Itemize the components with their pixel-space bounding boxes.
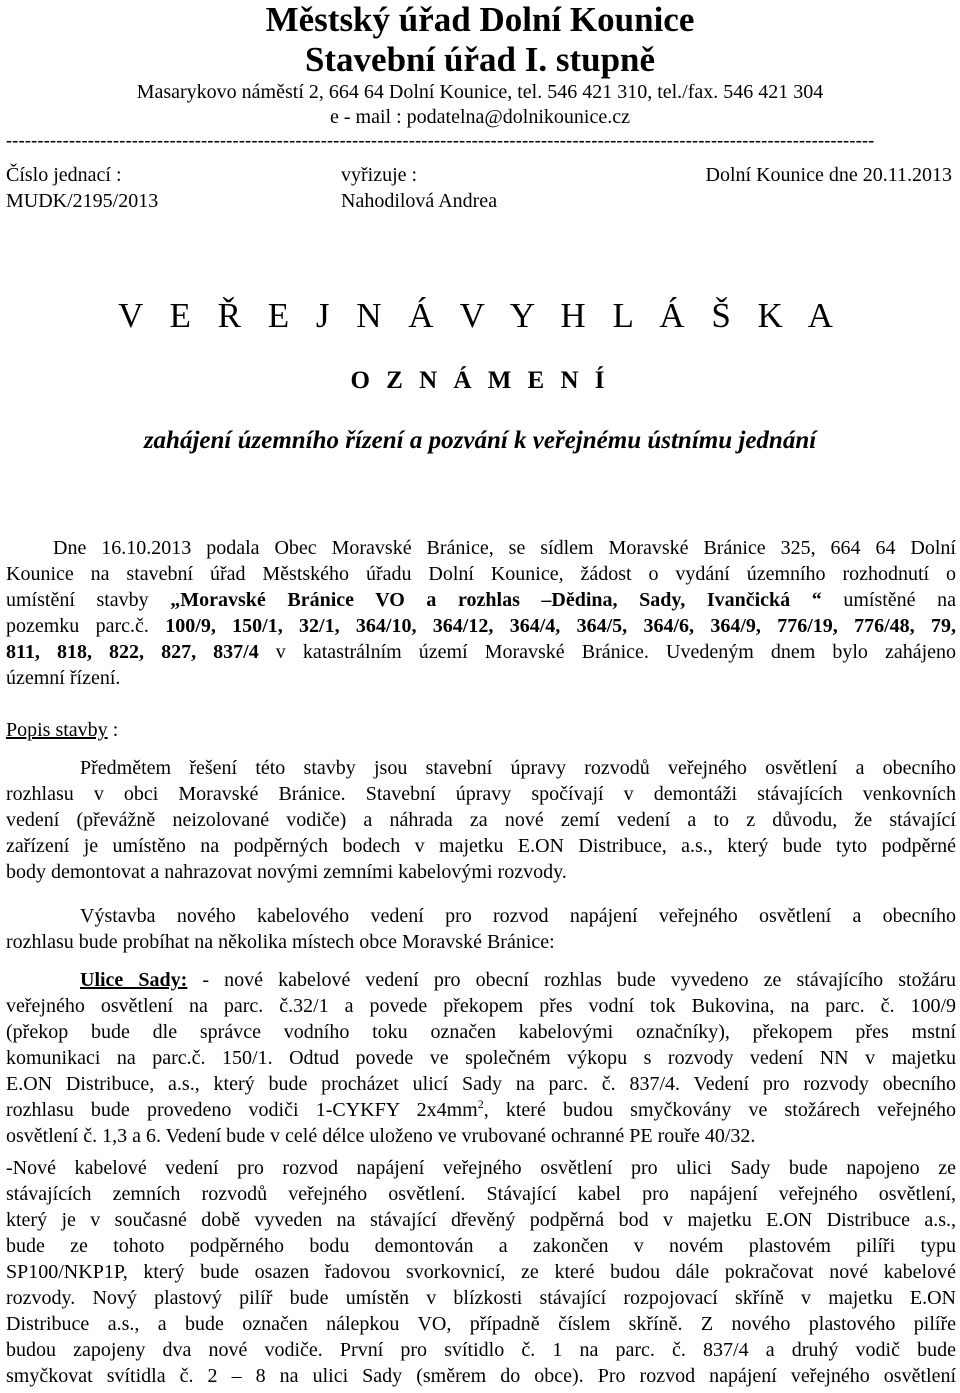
paragraph-line: body demontovat a nahrazovat novými zemními kabelovými rozvody. — [6, 861, 567, 883]
paragraph-line: stávajících zemních rozvodů veřejného osvětlení. Stávající kabel pro napájení veřejného osvětlení, — [6, 1183, 956, 1205]
paragraph-line: Distribuce a.s., a bude označen nálepkou VO, případně číslem skříně. Z nového plastového pilíře — [6, 1313, 956, 1335]
project-name: „Moravské Bránice VO a rozhlas –Dědina, Sady, Ivančická “ — [170, 589, 822, 611]
street-label: Ulice Sady: — [80, 969, 188, 991]
handler-name: Nahodilová Andrea — [341, 190, 498, 212]
notice-subtitle: O Z N Á M E N Í — [350, 367, 610, 394]
paragraph-line: komunikaci na parc.č. 150/1. Odtud povede ve společném výkopu s rozvody vedení NN v majetku — [6, 1047, 956, 1069]
intro-line: Kounice na stavební úřad Městského úřadu Dolní Kounice, žádost o vydání územního rozhodnutí o — [6, 563, 956, 585]
paragraph-line: rozhlasu v obci Moravské Bránice. Stavební úpravy spočívají v demontáži stávajících venkovních — [6, 783, 956, 805]
office-title: Městský úřad Dolní Kounice — [265, 0, 695, 39]
paragraph-line: rozvody. Nový plastový pilíř bude umístěn v blízkosti stávající rozpojovací skříně v majetku E.ON — [6, 1287, 956, 1309]
description-paragraph-1 — [6, 755, 956, 885]
popis-heading: Popis stavby : — [6, 719, 119, 741]
intro-line: 811, 818, 822, 827, 837/4 v katastrálním území Moravské Bránice. Uvedeným dnem bylo zahájeno — [6, 641, 957, 663]
paragraph-line: budou zapojeny dva nové vodiče. První pro svítidlo č. 1 na parc. č. 837/4 a druhý vodič bude — [6, 1339, 956, 1361]
office-email: e - mail : podatelna@dolnikounice.cz — [330, 106, 630, 128]
paragraph-line: zařízení je umístěno na podpěrných bodech v majetku E.ON Distribuce, a.s., který bude tyto podpěrné — [6, 835, 956, 857]
intro-line: Dne 16.10.2013 podala Obec Moravské Bránice, se sídlem Moravské Bránice 325, 664 64 Dolní — [53, 537, 956, 559]
paragraph-line: který je v současné době vyveden na stávající dřevěný podpěrná bod v majetku E.ON Distribuce a.s., — [6, 1209, 956, 1231]
paragraph-line: SP100/NKP1P, který bude osazen řadovou svorkovnicí, ze které budou dále pokračovat nové kabelové — [6, 1261, 956, 1283]
handler-label: vyřizuje : — [341, 164, 418, 186]
paragraph-line: Předmětem řešení této stavby jsou stavební úpravy rozvodů veřejného osvětlení a obecního — [80, 757, 956, 779]
place-date: Dolní Kounice dne 20.11.2013 — [705, 164, 952, 186]
intro-paragraph — [6, 535, 956, 691]
reference-label: Číslo jednací : — [6, 164, 122, 186]
paragraph-line: smyčkovat svítidla č. 2 – 8 na ulici Sady (směrem do obce). Pro rozvod napájení veřejného osvětlení — [6, 1365, 956, 1387]
reference-number: MUDK/2195/2013 — [6, 190, 159, 212]
intro-line: umístění stavby „Moravské Bránice VO a rozhlas –Dědina, Sady, Ivančická “ umístěné na — [6, 589, 957, 611]
office-address: Masarykovo náměstí 2, 664 64 Dolní Kounice, tel. 546 421 310, tel./fax. 546 421 304 — [136, 81, 824, 103]
parcel-list-cont: 811, 818, 822, 827, 837/4 — [6, 641, 259, 663]
description-paragraph-2 — [6, 903, 956, 955]
paragraph-line: vedení (převážně neizolované vodiče) a náhrada za nové zemí vedení a to z důvodu, že stávající — [6, 809, 956, 831]
paragraph-line: bude ze tohoto podpěrného bodu demontován a zakončen v novém plastovém pilíři typu — [6, 1235, 956, 1257]
paragraph-line: Výstavba nového kabelového vedení pro rozvod napájení veřejného osvětlení a obecního — [80, 905, 956, 927]
paragraph-line: rozhlasu bude provedeno vodiči 1-CYKFY $2x4mm^2$, které budou smyčkovány ve stožárech veřejného — [6, 1097, 957, 1121]
intro-line: územní řízení. — [6, 667, 121, 689]
notice-title: V E Ř E J N Á V Y H L Á Š K A — [118, 296, 842, 335]
intro-line: pozemku parc.č. 100/9, 150/1, 32/1, 364/10, 364/12, 364/4, 364/5, 364/6, 364/9, 776/19, 776/48, 79, — [6, 615, 956, 637]
parcel-list: 100/9, 150/1, 32/1, 364/10, 364/12, 364/4, 364/5, 364/6, 364/9, 776/19, 776/48, 79, — [165, 615, 956, 637]
paragraph-line: veřejného osvětlení na parc. č.32/1 a povede překopem přes vodní tok Bukovina, na parc. č. 100/9 — [6, 995, 956, 1017]
description-paragraph-4 — [6, 1155, 956, 1389]
separator-line: ------------------------------------------------------------------------------------------------------------------------------------------ — [6, 131, 875, 149]
paragraph-line: -Nové kabelové vedení pro rozvod napájení veřejného osvětlení pro ulici Sady bude napojeno ze — [6, 1157, 956, 1179]
paragraph-line: E.ON Distribuce, a.s., který bude procházet ulicí Sady na parc. č. 837/4. Vedení pro rozvody obecního — [6, 1073, 956, 1095]
paragraph-line: (překop bude dle správce vodního toku označen kabelovými označníky), překopem přes mstní — [6, 1021, 956, 1043]
department-title: Stavební úřad I. stupně — [304, 40, 656, 79]
description-paragraph-3 — [6, 967, 956, 1149]
paragraph-line: Ulice Sady: - nové kabelové vedení pro obecní rozhlas bude vyvedeno ze stávajícího stožáru — [80, 969, 956, 991]
paragraph-line: osvětlení č. 1,3 a 6. Vedení bude v celé délce uloženo ve vrubované ochranné PE rouře 40/32. — [6, 1125, 756, 1147]
paragraph-line: rozhlasu bude probíhat na několika místech obce Moravské Bránice: — [6, 931, 555, 953]
notice-subject: zahájení územního řízení a pozvání k veřejnému ústnímu jednání — [143, 427, 817, 454]
